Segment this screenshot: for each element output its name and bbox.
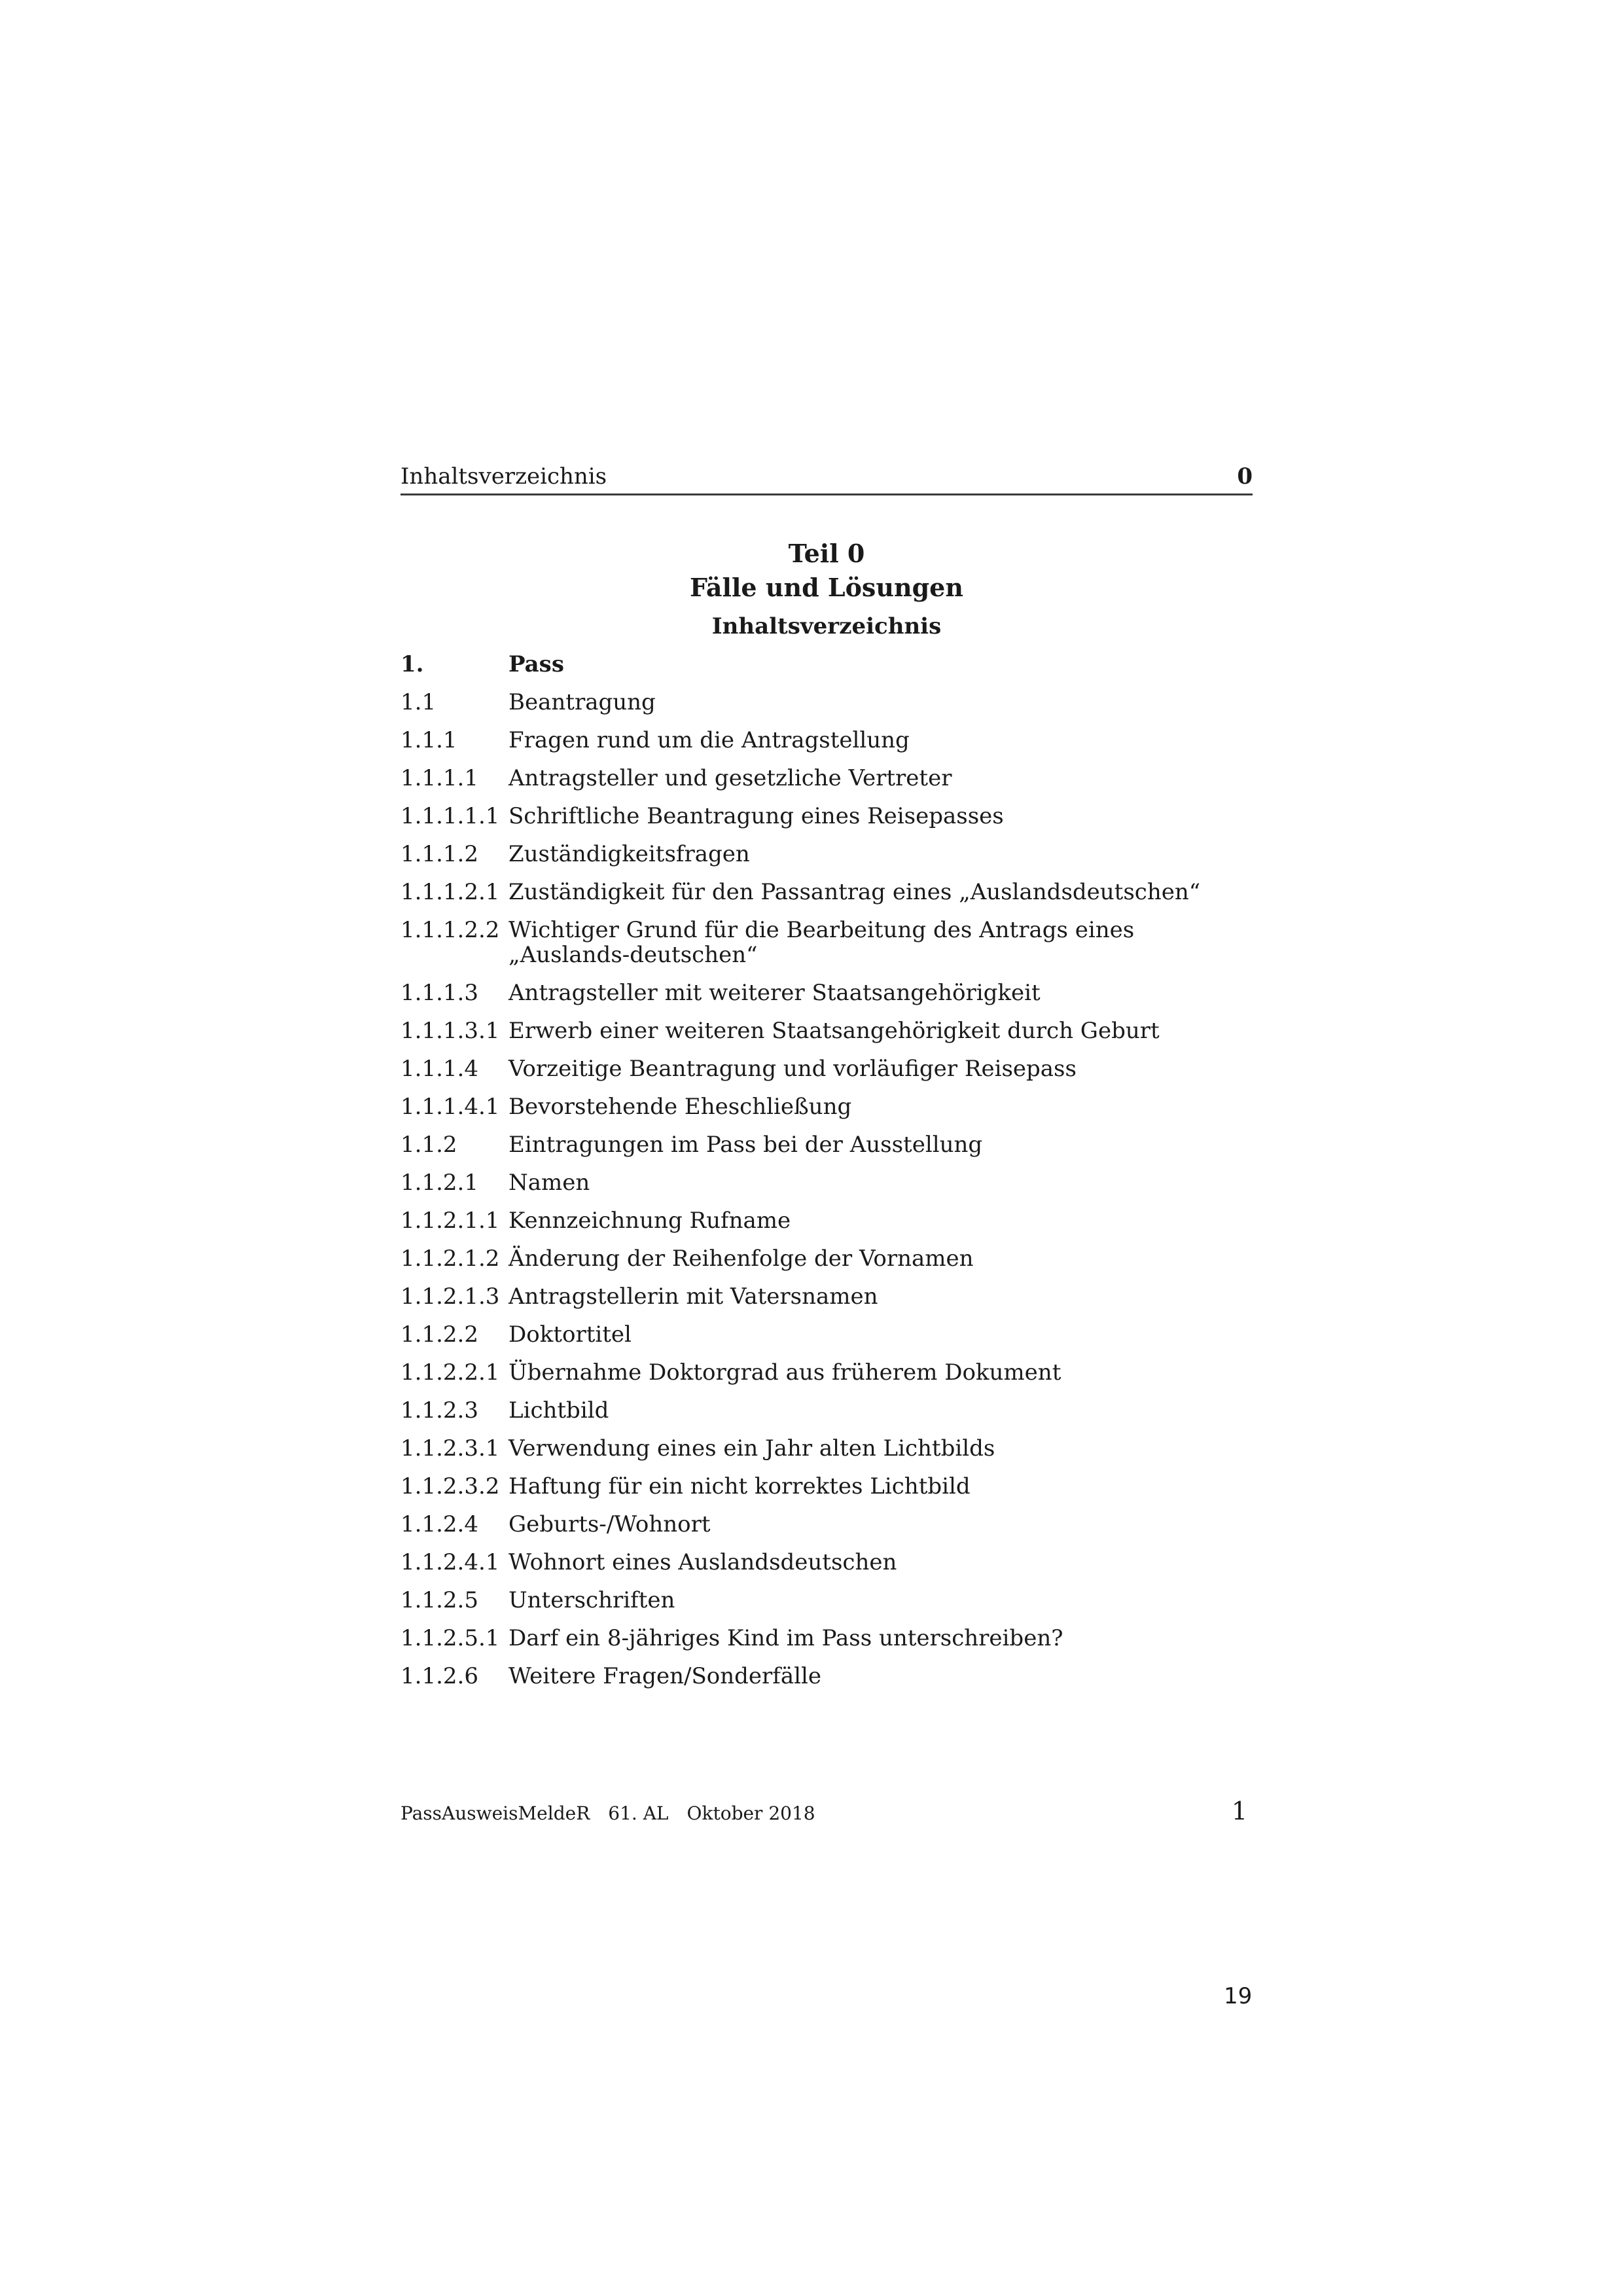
footer-publication: PassAusweisMeldeR: [401, 1803, 590, 1824]
toc-entry-number: 1.1.2.1.3: [401, 1283, 500, 1310]
toc-entry: [401, 1436, 1253, 1461]
footer-page-number: 1: [1231, 1797, 1247, 1825]
title-block: [401, 537, 1253, 643]
header-title: Inhaltsverzeichnis: [401, 463, 607, 490]
footer-publication-info: [401, 1803, 834, 1824]
toc-entry: [401, 1626, 1253, 1651]
toc-entry-number: 1.1: [401, 689, 437, 715]
toc-entry-label: Haftung für ein nicht korrektes Lichtbild: [508, 1473, 971, 1499]
toc-entry-number: 1.1.2.3: [401, 1397, 478, 1424]
toc-entry: [401, 1056, 1253, 1081]
toc-entry: [401, 690, 1253, 715]
toc-entry-label: Antragsteller mit weiterer Staatsangehörigkeit: [508, 980, 1041, 1006]
toc-entry-label: Namen: [508, 1170, 590, 1196]
toc-entry-label: Darf ein 8-jähriges Kind im Pass unterschreiben?: [508, 1625, 1063, 1651]
scan-page-number: 19: [1224, 1983, 1253, 2009]
toc-entry-label: Weitere Fragen/Sonderfälle: [508, 1663, 822, 1689]
toc-entry-number: 1.: [401, 651, 424, 677]
table-of-contents: [401, 652, 1253, 1702]
toc-entry-number: 1.1.1.3.1: [401, 1018, 500, 1044]
toc-entry-label: Bevorstehende Eheschließung: [508, 1094, 852, 1120]
toc-entry: [401, 652, 1253, 677]
toc-entry-number: 1.1.1.2.2: [401, 917, 500, 943]
toc-entry: [401, 980, 1253, 1005]
toc-entry-number: 1.1.2: [401, 1132, 457, 1158]
toc-entry-number: 1.1.2.2.1: [401, 1359, 500, 1386]
toc-entry: [401, 728, 1253, 753]
toc-entry-number: 1.1.2.3.2: [401, 1473, 500, 1499]
toc-entry-number: 1.1.2.2: [401, 1321, 478, 1348]
toc-entry-label: Antragstellerin mit Vatersnamen: [508, 1283, 878, 1310]
toc-entry: [401, 1132, 1253, 1157]
toc-entry-number: 1.1.1.2.1: [401, 879, 500, 905]
toc-entry-label: Antragsteller und gesetzliche Vertreter: [508, 765, 952, 791]
toc-title: Inhaltsverzeichnis: [711, 613, 942, 639]
toc-entry: [401, 1550, 1253, 1575]
toc-entry-number: 1.1.2.1.1: [401, 1208, 500, 1234]
toc-entry: [401, 804, 1253, 829]
toc-entry-label: Schriftliche Beantragung eines Reisepasses: [508, 803, 1004, 829]
toc-entry-label: Wohnort eines Auslandsdeutschen: [508, 1549, 897, 1575]
toc-entry-label: Geburts-/Wohnort: [508, 1511, 711, 1537]
toc-entry-number: 1.1.2.4.1: [401, 1549, 500, 1575]
toc-entry-number: 1.1.1.4: [401, 1056, 478, 1082]
toc-entry-label: Doktortitel: [508, 1321, 632, 1348]
toc-entry-number: 1.1.1.2: [401, 841, 478, 867]
running-header: [401, 461, 1253, 495]
toc-entry: [401, 1284, 1253, 1309]
toc-entry: [401, 1398, 1253, 1423]
toc-entry-label: Erwerb einer weiteren Staatsangehörigkeit durch Geburt: [508, 1018, 1160, 1044]
toc-entry-label: Beantragung: [508, 689, 656, 715]
page-footer: [401, 1797, 1253, 1825]
toc-entry: [401, 1512, 1253, 1537]
toc-entry-label: Lichtbild: [508, 1397, 609, 1424]
toc-entry-number: 1.1.2.1: [401, 1170, 478, 1196]
toc-entry-label: Unterschriften: [508, 1587, 675, 1613]
toc-entry-number: 1.1.2.5: [401, 1587, 478, 1613]
header-part-number: 0: [1237, 463, 1253, 490]
toc-entry-number: 1.1.2.6: [401, 1663, 478, 1689]
toc-entry: [401, 1322, 1253, 1347]
toc-entry: [401, 918, 1253, 967]
toc-entry: [401, 842, 1253, 867]
toc-entry-label: Kennzeichnung Rufname: [508, 1208, 791, 1234]
toc-entry: [401, 1588, 1253, 1613]
toc-entry: [401, 1094, 1253, 1119]
toc-entry: [401, 1170, 1253, 1195]
toc-entry-number: 1.1.1: [401, 727, 457, 753]
toc-entry-number: 1.1.2.5.1: [401, 1625, 500, 1651]
part-title: Teil 0: [788, 539, 865, 568]
toc-entry: [401, 766, 1253, 791]
toc-entry-label: Änderung der Reihenfolge der Vornamen: [508, 1246, 974, 1272]
toc-entry: [401, 1208, 1253, 1233]
toc-entry-label: Vorzeitige Beantragung und vorläufiger Reisepass: [508, 1056, 1077, 1082]
toc-entry: [401, 1664, 1253, 1689]
toc-entry-number: 1.1.1.1.1: [401, 803, 500, 829]
toc-entry: [401, 1360, 1253, 1385]
toc-entry-label: Pass: [508, 651, 564, 677]
toc-entry-label: Wichtiger Grund für die Bearbeitung des Antrags eines „Auslands-deutschen“: [508, 917, 1135, 968]
toc-entry: [401, 1474, 1253, 1499]
toc-entry: [401, 1246, 1253, 1271]
toc-entry-number: 1.1.2.1.2: [401, 1246, 500, 1272]
toc-entry-number: 1.1.1.3: [401, 980, 478, 1006]
toc-entry-label: Eintragungen im Pass bei der Ausstellung: [508, 1132, 983, 1158]
toc-entry-number: 1.1.1.1: [401, 765, 478, 791]
toc-entry-number: 1.1.2.4: [401, 1511, 478, 1537]
footer-edition: 61. AL: [608, 1803, 669, 1824]
toc-entry-label: Fragen rund um die Antragstellung: [508, 727, 910, 753]
toc-entry: [401, 1018, 1253, 1043]
toc-entry-label: Zuständigkeitsfragen: [508, 841, 750, 867]
toc-entry-number: 1.1.1.4.1: [401, 1094, 500, 1120]
toc-entry-number: 1.1.2.3.1: [401, 1435, 500, 1462]
toc-entry: [401, 880, 1253, 905]
section-title: Fälle und Lösungen: [690, 573, 963, 602]
toc-entry-label: Verwendung eines ein Jahr alten Lichtbilds: [508, 1435, 995, 1462]
footer-date: Oktober 2018: [687, 1803, 815, 1824]
toc-entry-label: Zuständigkeit für den Passantrag eines „Auslandsdeutschen“: [508, 879, 1201, 905]
toc-entry-label: Übernahme Doktorgrad aus früherem Dokument: [508, 1359, 1061, 1386]
